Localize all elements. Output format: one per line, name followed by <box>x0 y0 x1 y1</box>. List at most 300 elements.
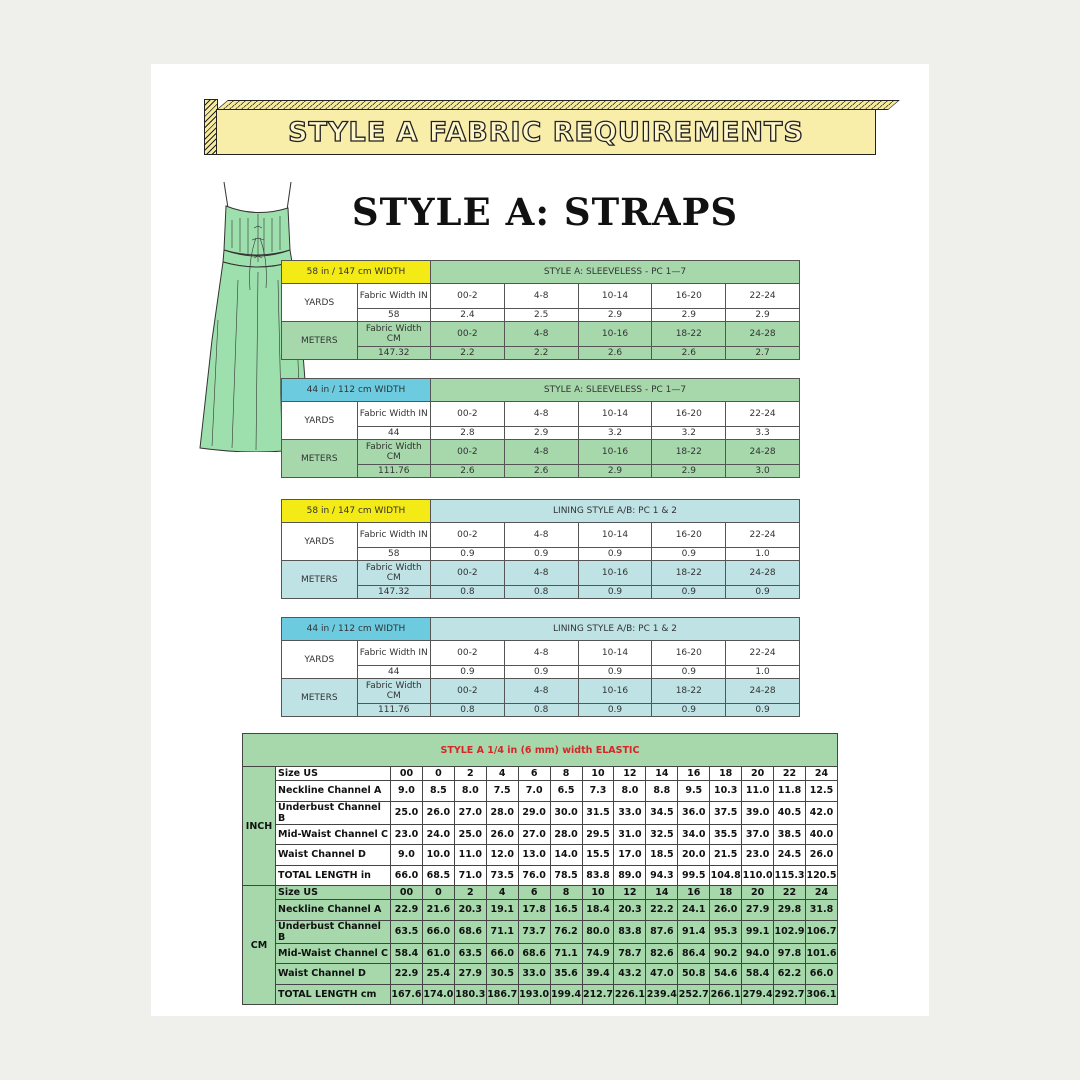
elastic-value-cell: 7.3 <box>582 781 614 802</box>
elastic-value-cell: 9.5 <box>678 781 710 802</box>
elastic-value-cell: 11.8 <box>774 781 806 802</box>
yards-label: YARDS <box>282 523 358 561</box>
yardage-cell: 1.0 <box>726 666 800 679</box>
size-header-cell: 6 <box>518 767 550 781</box>
size-header-cell: 00 <box>391 886 423 900</box>
yardage-cell: 0.9 <box>578 666 652 679</box>
meters-label: METERS <box>282 440 358 478</box>
elastic-value-cell: 61.0 <box>422 943 454 964</box>
elastic-value-cell: 24.0 <box>422 824 454 845</box>
meterage-cell: 2.7 <box>726 347 800 360</box>
elastic-value-cell: 10.0 <box>422 845 454 866</box>
size-header-cell: 16 <box>678 886 710 900</box>
size-us-label: Size US <box>276 886 391 900</box>
elastic-value-cell: 37.5 <box>710 801 742 824</box>
size-cell: 4-8 <box>504 284 578 309</box>
size-cell: 24-28 <box>726 679 800 704</box>
elastic-value-cell: 28.0 <box>486 801 518 824</box>
size-header-cell: 00 <box>391 767 423 781</box>
channel-label: Neckline Channel A <box>276 781 391 802</box>
channel-label: TOTAL LENGTH in <box>276 865 391 886</box>
elastic-value-cell: 292.7 <box>774 984 806 1005</box>
meters-label: METERS <box>282 322 358 360</box>
elastic-value-cell: 31.8 <box>805 900 837 921</box>
elastic-value-cell: 110.0 <box>742 865 774 886</box>
elastic-value-cell: 193.0 <box>518 984 550 1005</box>
size-header-cell: 18 <box>710 886 742 900</box>
elastic-row <box>243 781 838 802</box>
elastic-value-cell: 279.4 <box>742 984 774 1005</box>
elastic-value-cell: 74.9 <box>582 943 614 964</box>
size-cell: 18-22 <box>652 440 726 465</box>
size-header-cell: 18 <box>710 767 742 781</box>
meterage-cell: 0.8 <box>504 586 578 599</box>
size-cell: 16-20 <box>652 523 726 548</box>
fabric-width-in-value: 58 <box>357 548 430 561</box>
elastic-value-cell: 10.3 <box>710 781 742 802</box>
elastic-value-cell: 87.6 <box>646 920 678 943</box>
elastic-value-cell: 266.1 <box>710 984 742 1005</box>
yardage-cell: 0.9 <box>431 666 505 679</box>
size-header-cell: 12 <box>614 767 646 781</box>
elastic-value-cell: 167.6 <box>391 984 423 1005</box>
meterage-cell: 2.9 <box>578 465 652 478</box>
elastic-value-cell: 89.0 <box>614 865 646 886</box>
meterage-cell: 2.2 <box>431 347 505 360</box>
elastic-value-cell: 90.2 <box>710 943 742 964</box>
elastic-value-cell: 23.0 <box>742 845 774 866</box>
elastic-value-cell: 13.0 <box>518 845 550 866</box>
size-header-cell: 14 <box>646 886 678 900</box>
elastic-value-cell: 120.5 <box>805 865 837 886</box>
elastic-value-cell: 28.0 <box>550 824 582 845</box>
yards-label: YARDS <box>282 284 358 322</box>
elastic-value-cell: 27.0 <box>518 824 550 845</box>
fabric-table-58-lining <box>281 499 800 599</box>
size-cell: 18-22 <box>652 679 726 704</box>
yardage-cell: 0.9 <box>504 666 578 679</box>
meters-label: METERS <box>282 679 358 717</box>
size-cell: 10-16 <box>578 561 652 586</box>
elastic-value-cell: 16.5 <box>550 900 582 921</box>
size-cell: 00-2 <box>431 284 505 309</box>
size-cell: 4-8 <box>504 679 578 704</box>
fabric-width-in-label: Fabric Width IN <box>357 284 430 309</box>
elastic-value-cell: 22.9 <box>391 900 423 921</box>
meterage-cell: 0.9 <box>652 586 726 599</box>
fabric-width-cm-value: 147.32 <box>357 586 430 599</box>
elastic-value-cell: 104.8 <box>710 865 742 886</box>
size-header-cell: 10 <box>582 767 614 781</box>
title-banner <box>216 109 876 155</box>
elastic-value-cell: 24.5 <box>774 845 806 866</box>
elastic-value-cell: 94.0 <box>742 943 774 964</box>
meterage-cell: 2.6 <box>652 347 726 360</box>
elastic-value-cell: 25.0 <box>391 801 423 824</box>
meterage-cell: 0.9 <box>726 704 800 717</box>
elastic-value-cell: 8.0 <box>614 781 646 802</box>
channel-label: Waist Channel D <box>276 964 391 985</box>
elastic-title: STYLE A 1/4 in (6 mm) width ELASTIC <box>243 734 838 767</box>
elastic-value-cell: 27.9 <box>742 900 774 921</box>
yardage-cell: 0.9 <box>652 666 726 679</box>
elastic-value-cell: 34.0 <box>678 824 710 845</box>
size-header-cell: 10 <box>582 886 614 900</box>
elastic-value-cell: 40.0 <box>805 824 837 845</box>
elastic-value-cell: 9.0 <box>391 781 423 802</box>
elastic-value-cell: 94.3 <box>646 865 678 886</box>
meterage-cell: 0.9 <box>652 704 726 717</box>
elastic-value-cell: 33.0 <box>518 964 550 985</box>
table-title: STYLE A: SLEEVELESS - PC 1—7 <box>431 261 800 284</box>
elastic-row <box>243 865 838 886</box>
yardage-cell: 0.9 <box>504 548 578 561</box>
elastic-value-cell: 68.6 <box>454 920 486 943</box>
size-header-cell: 22 <box>774 767 806 781</box>
meterage-cell: 0.8 <box>431 586 505 599</box>
channel-label: Neckline Channel A <box>276 900 391 921</box>
size-cell: 16-20 <box>652 641 726 666</box>
fabric-width-cm-label: Fabric Width CM <box>357 561 430 586</box>
size-header-cell: 22 <box>774 886 806 900</box>
size-cell: 10-16 <box>578 440 652 465</box>
elastic-value-cell: 20.3 <box>614 900 646 921</box>
size-cell: 00-2 <box>431 523 505 548</box>
fabric-width-in-label: Fabric Width IN <box>357 641 430 666</box>
elastic-value-cell: 37.0 <box>742 824 774 845</box>
fabric-table-44-sleeveless <box>281 378 800 478</box>
size-header-cell: 12 <box>614 886 646 900</box>
width-label: 58 in / 147 cm WIDTH <box>282 500 431 523</box>
yardage-cell: 3.3 <box>726 427 800 440</box>
elastic-value-cell: 73.7 <box>518 920 550 943</box>
size-cell: 4-8 <box>504 523 578 548</box>
yardage-cell: 2.9 <box>726 309 800 322</box>
elastic-value-cell: 106.7 <box>805 920 837 943</box>
yardage-cell: 2.8 <box>431 427 505 440</box>
elastic-value-cell: 97.8 <box>774 943 806 964</box>
elastic-value-cell: 42.0 <box>805 801 837 824</box>
elastic-value-cell: 8.0 <box>454 781 486 802</box>
channel-label: Underbust Channel B <box>276 920 391 943</box>
elastic-value-cell: 29.5 <box>582 824 614 845</box>
elastic-title-row <box>243 734 838 767</box>
elastic-row <box>243 845 838 866</box>
elastic-value-cell: 32.5 <box>646 824 678 845</box>
size-cell: 22-24 <box>726 402 800 427</box>
fabric-width-in-label: Fabric Width IN <box>357 523 430 548</box>
size-header-cell: 6 <box>518 886 550 900</box>
elastic-value-cell: 73.5 <box>486 865 518 886</box>
elastic-row <box>243 824 838 845</box>
size-header-cell: 0 <box>422 767 454 781</box>
fabric-width-in-value: 44 <box>357 427 430 440</box>
elastic-value-cell: 33.0 <box>614 801 646 824</box>
elastic-value-cell: 11.0 <box>454 845 486 866</box>
elastic-value-cell: 39.0 <box>742 801 774 824</box>
size-header-cell: 2 <box>454 767 486 781</box>
elastic-value-cell: 18.5 <box>646 845 678 866</box>
elastic-value-cell: 306.1 <box>805 984 837 1005</box>
meterage-cell: 3.0 <box>726 465 800 478</box>
meterage-cell: 0.9 <box>726 586 800 599</box>
elastic-value-cell: 15.5 <box>582 845 614 866</box>
elastic-value-cell: 24.1 <box>678 900 710 921</box>
fabric-width-cm-label: Fabric Width CM <box>357 440 430 465</box>
channel-label: Mid-Waist Channel C <box>276 943 391 964</box>
size-header-cell: 8 <box>550 767 582 781</box>
yards-label: YARDS <box>282 641 358 679</box>
channel-label: Underbust Channel B <box>276 801 391 824</box>
elastic-value-cell: 26.0 <box>710 900 742 921</box>
elastic-value-cell: 22.2 <box>646 900 678 921</box>
cm-unit-label: CM <box>243 886 276 1005</box>
yardage-cell: 2.4 <box>431 309 505 322</box>
fabric-width-in-value: 58 <box>357 309 430 322</box>
elastic-value-cell: 226.1 <box>614 984 646 1005</box>
size-cell: 22-24 <box>726 284 800 309</box>
table-title: LINING STYLE A/B: PC 1 & 2 <box>431 500 800 523</box>
elastic-value-cell: 66.0 <box>422 920 454 943</box>
elastic-value-cell: 78.5 <box>550 865 582 886</box>
fabric-width-in-label: Fabric Width IN <box>357 402 430 427</box>
size-cell: 24-28 <box>726 561 800 586</box>
size-header-cell: 20 <box>742 886 774 900</box>
elastic-value-cell: 23.0 <box>391 824 423 845</box>
table-title: STYLE A: SLEEVELESS - PC 1—7 <box>431 379 800 402</box>
elastic-value-cell: 38.5 <box>774 824 806 845</box>
size-cell: 10-14 <box>578 523 652 548</box>
elastic-value-cell: 83.8 <box>582 865 614 886</box>
elastic-row <box>243 900 838 921</box>
width-label: 58 in / 147 cm WIDTH <box>282 261 431 284</box>
size-header-cell: 20 <box>742 767 774 781</box>
channel-label: TOTAL LENGTH cm <box>276 984 391 1005</box>
size-cell: 16-20 <box>652 284 726 309</box>
elastic-value-cell: 71.1 <box>486 920 518 943</box>
fabric-table-44-lining <box>281 617 800 717</box>
elastic-value-cell: 25.4 <box>422 964 454 985</box>
elastic-table <box>242 733 838 1005</box>
yardage-cell: 1.0 <box>726 548 800 561</box>
size-cell: 4-8 <box>504 322 578 347</box>
elastic-row <box>243 943 838 964</box>
size-cell: 22-24 <box>726 523 800 548</box>
size-cell: 10-14 <box>578 641 652 666</box>
size-cell: 10-16 <box>578 679 652 704</box>
size-cell: 4-8 <box>504 641 578 666</box>
elastic-value-cell: 27.9 <box>454 964 486 985</box>
elastic-value-cell: 86.4 <box>678 943 710 964</box>
meterage-cell: 0.8 <box>431 704 505 717</box>
elastic-value-cell: 12.5 <box>805 781 837 802</box>
width-label: 44 in / 112 cm WIDTH <box>282 618 431 641</box>
meterage-cell: 2.2 <box>504 347 578 360</box>
elastic-value-cell: 29.8 <box>774 900 806 921</box>
elastic-value-cell: 22.9 <box>391 964 423 985</box>
elastic-value-cell: 68.5 <box>422 865 454 886</box>
elastic-value-cell: 36.0 <box>678 801 710 824</box>
elastic-value-cell: 66.0 <box>805 964 837 985</box>
size-cell: 00-2 <box>431 322 505 347</box>
meterage-cell: 2.9 <box>652 465 726 478</box>
size-cell: 00-2 <box>431 679 505 704</box>
elastic-value-cell: 12.0 <box>486 845 518 866</box>
elastic-value-cell: 66.0 <box>486 943 518 964</box>
elastic-value-cell: 17.0 <box>614 845 646 866</box>
size-cell: 16-20 <box>652 402 726 427</box>
elastic-value-cell: 43.2 <box>614 964 646 985</box>
elastic-value-cell: 71.0 <box>454 865 486 886</box>
size-header-cell: 4 <box>486 886 518 900</box>
elastic-value-cell: 21.5 <box>710 845 742 866</box>
meterage-cell: 2.6 <box>504 465 578 478</box>
size-header-cell: 2 <box>454 886 486 900</box>
elastic-value-cell: 83.8 <box>614 920 646 943</box>
elastic-value-cell: 31.5 <box>582 801 614 824</box>
meterage-cell: 2.6 <box>431 465 505 478</box>
yardage-cell: 2.9 <box>578 309 652 322</box>
size-cell: 4-8 <box>504 440 578 465</box>
elastic-value-cell: 78.7 <box>614 943 646 964</box>
elastic-value-cell: 212.7 <box>582 984 614 1005</box>
elastic-value-cell: 6.5 <box>550 781 582 802</box>
elastic-value-cell: 30.5 <box>486 964 518 985</box>
size-cell: 10-16 <box>578 322 652 347</box>
elastic-value-cell: 20.0 <box>678 845 710 866</box>
elastic-row <box>243 964 838 985</box>
page-title: STYLE A: STRAPS <box>351 190 739 234</box>
elastic-value-cell: 35.6 <box>550 964 582 985</box>
elastic-row <box>243 984 838 1005</box>
elastic-value-cell: 71.1 <box>550 943 582 964</box>
elastic-value-cell: 29.0 <box>518 801 550 824</box>
elastic-value-cell: 95.3 <box>710 920 742 943</box>
size-cell: 18-22 <box>652 561 726 586</box>
size-cell: 10-14 <box>578 284 652 309</box>
size-header-cell: 14 <box>646 767 678 781</box>
elastic-value-cell: 80.0 <box>582 920 614 943</box>
elastic-value-cell: 17.8 <box>518 900 550 921</box>
elastic-value-cell: 63.5 <box>391 920 423 943</box>
elastic-value-cell: 26.0 <box>805 845 837 866</box>
elastic-value-cell: 39.4 <box>582 964 614 985</box>
yardage-cell: 0.9 <box>578 548 652 561</box>
size-cell: 24-28 <box>726 322 800 347</box>
size-cell: 22-24 <box>726 641 800 666</box>
meterage-cell: 0.8 <box>504 704 578 717</box>
banner-title: STYLE A FABRIC REQUIREMENTS <box>288 116 804 148</box>
elastic-value-cell: 76.0 <box>518 865 550 886</box>
elastic-value-cell: 47.0 <box>646 964 678 985</box>
elastic-value-cell: 26.0 <box>422 801 454 824</box>
elastic-value-cell: 11.0 <box>742 781 774 802</box>
meters-label: METERS <box>282 561 358 599</box>
elastic-value-cell: 63.5 <box>454 943 486 964</box>
width-label: 44 in / 112 cm WIDTH <box>282 379 431 402</box>
size-cell: 10-14 <box>578 402 652 427</box>
elastic-value-cell: 99.1 <box>742 920 774 943</box>
elastic-value-cell: 180.3 <box>454 984 486 1005</box>
elastic-value-cell: 21.6 <box>422 900 454 921</box>
size-cell: 00-2 <box>431 561 505 586</box>
size-header-cell: 8 <box>550 886 582 900</box>
size-cell: 00-2 <box>431 641 505 666</box>
elastic-value-cell: 58.4 <box>742 964 774 985</box>
meterage-cell: 0.9 <box>578 704 652 717</box>
fabric-width-cm-value: 111.76 <box>357 465 430 478</box>
elastic-value-cell: 62.2 <box>774 964 806 985</box>
elastic-value-cell: 66.0 <box>391 865 423 886</box>
elastic-value-cell: 199.4 <box>550 984 582 1005</box>
elastic-value-cell: 239.4 <box>646 984 678 1005</box>
inch-unit-label: INCH <box>243 767 276 886</box>
elastic-row <box>243 801 838 824</box>
elastic-value-cell: 31.0 <box>614 824 646 845</box>
fabric-width-in-value: 44 <box>357 666 430 679</box>
elastic-value-cell: 40.5 <box>774 801 806 824</box>
elastic-value-cell: 174.0 <box>422 984 454 1005</box>
table-title: LINING STYLE A/B: PC 1 & 2 <box>431 618 800 641</box>
elastic-value-cell: 76.2 <box>550 920 582 943</box>
elastic-value-cell: 27.0 <box>454 801 486 824</box>
elastic-value-cell: 68.6 <box>518 943 550 964</box>
yardage-cell: 3.2 <box>578 427 652 440</box>
elastic-value-cell: 99.5 <box>678 865 710 886</box>
fabric-width-cm-value: 147.32 <box>357 347 430 360</box>
elastic-value-cell: 91.4 <box>678 920 710 943</box>
elastic-value-cell: 7.0 <box>518 781 550 802</box>
elastic-value-cell: 8.5 <box>422 781 454 802</box>
elastic-value-cell: 25.0 <box>454 824 486 845</box>
size-header-cell: 4 <box>486 767 518 781</box>
elastic-value-cell: 8.8 <box>646 781 678 802</box>
elastic-value-cell: 101.6 <box>805 943 837 964</box>
elastic-value-cell: 102.9 <box>774 920 806 943</box>
size-cell: 00-2 <box>431 440 505 465</box>
elastic-value-cell: 9.0 <box>391 845 423 866</box>
elastic-value-cell: 30.0 <box>550 801 582 824</box>
size-header-cell: 24 <box>805 767 837 781</box>
fabric-width-cm-label: Fabric Width CM <box>357 322 430 347</box>
size-header-row <box>243 886 838 900</box>
elastic-value-cell: 54.6 <box>710 964 742 985</box>
elastic-value-cell: 14.0 <box>550 845 582 866</box>
size-header-cell: 24 <box>805 886 837 900</box>
size-us-label: Size US <box>276 767 391 781</box>
elastic-value-cell: 19.1 <box>486 900 518 921</box>
yards-label: YARDS <box>282 402 358 440</box>
elastic-value-cell: 252.7 <box>678 984 710 1005</box>
elastic-value-cell: 115.3 <box>774 865 806 886</box>
meterage-cell: 2.6 <box>578 347 652 360</box>
size-cell: 00-2 <box>431 402 505 427</box>
elastic-value-cell: 7.5 <box>486 781 518 802</box>
size-cell: 4-8 <box>504 561 578 586</box>
yardage-cell: 2.9 <box>652 309 726 322</box>
yardage-cell: 0.9 <box>431 548 505 561</box>
fabric-table-58-sleeveless <box>281 260 800 360</box>
elastic-value-cell: 50.8 <box>678 964 710 985</box>
elastic-value-cell: 186.7 <box>486 984 518 1005</box>
size-cell: 18-22 <box>652 322 726 347</box>
size-cell: 24-28 <box>726 440 800 465</box>
size-cell: 4-8 <box>504 402 578 427</box>
size-header-cell: 0 <box>422 886 454 900</box>
channel-label: Mid-Waist Channel C <box>276 824 391 845</box>
elastic-value-cell: 20.3 <box>454 900 486 921</box>
yardage-cell: 0.9 <box>652 548 726 561</box>
